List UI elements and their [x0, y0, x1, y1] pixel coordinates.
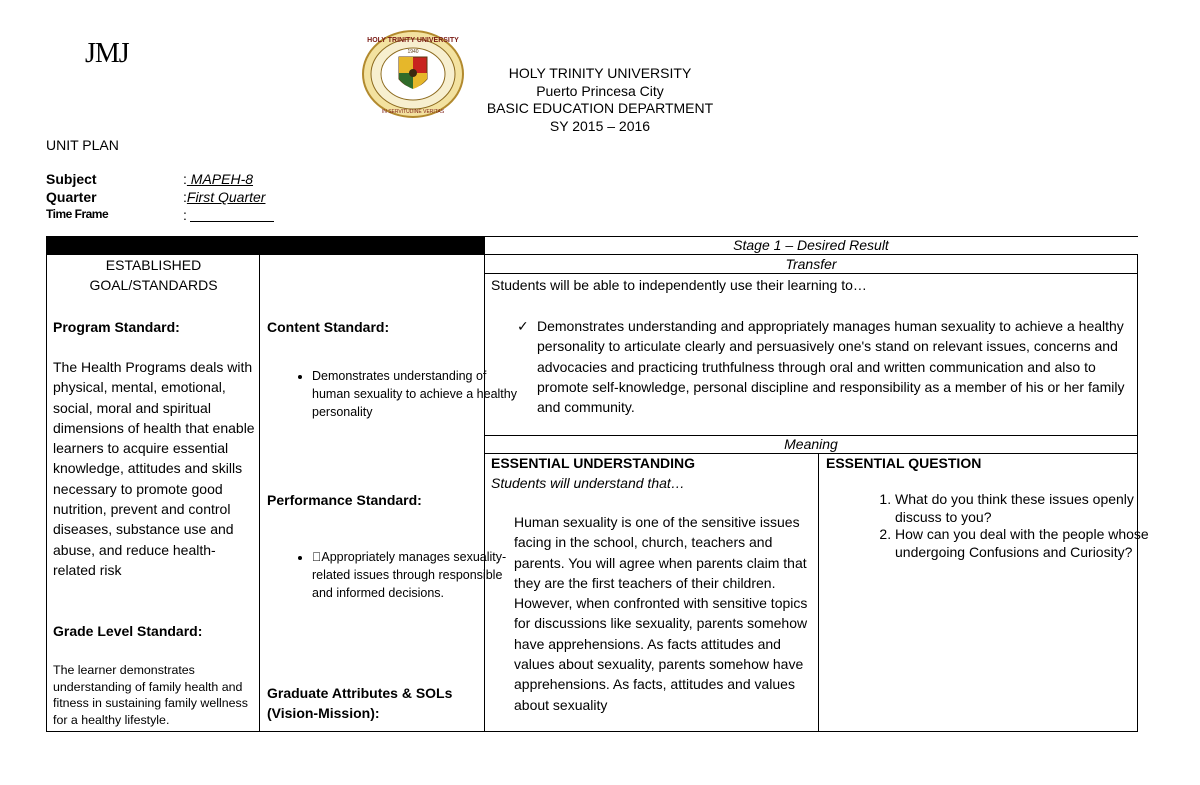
- jmj-monogram: JMJ: [85, 38, 129, 69]
- quarter-label: Quarter: [46, 189, 97, 205]
- check-icon: ✓: [517, 318, 529, 334]
- graduate-attributes-label: Graduate Attributes & SOLs (Vision-Mission):: [267, 685, 453, 722]
- performance-standard-list: [266, 548, 526, 603]
- timeframe-colon: :: [183, 207, 187, 223]
- list-item: • Demonstrates understanding of human sexuality to achieve a healthy personality: [312, 367, 526, 422]
- goals-heading: ESTABLISHED GOAL/STANDARDS: [89, 257, 218, 294]
- svg-text:1940: 1940: [407, 49, 419, 55]
- transfer-heading: Transfer: [785, 256, 837, 272]
- eq-heading: ESSENTIAL QUESTION: [826, 455, 982, 471]
- timeframe-label: Time Frame: [46, 207, 109, 221]
- transfer-item: Demonstrates understanding and appropriately manages human sexuality to achieve a healthy personality to articulate clearly and persuasively one's stand on relevant issues, concerns and advocacies and practicing truthfulness through oral and written communication and also to promote self-knowledge, personal discipline and responsibility as a member of his or her family and community.: [537, 318, 1125, 416]
- grade-level-label: Grade Level Standard:: [53, 623, 203, 639]
- list-item: •  Appropriately manages sexuality-related issues through responsible and informed decisions.: [312, 548, 526, 603]
- timeframe-blank: [190, 221, 274, 222]
- university-name: HOLY TRINITY UNIVERSITY: [508, 65, 692, 81]
- content-standard-label: Content Standard:: [267, 319, 390, 335]
- eu-intro: Students will understand that…: [491, 475, 685, 491]
- meaning-heading: Meaning: [784, 436, 838, 452]
- school-year: SY 2015 – 2016: [549, 117, 651, 134]
- col-divider-2: [484, 236, 485, 732]
- svg-text:IN SERVITUDINE VERITAS: IN SERVITUDINE VERITAS: [381, 109, 445, 115]
- document-title: UNIT PLAN: [46, 137, 119, 153]
- list-item: 1. What do you think these issues openly discuss to you?: [895, 491, 1183, 526]
- program-standard-text: The Health Programs deals with physical, mental, emotional, social, moral and spiritual dimensions of health that enable learners to acquire essential knowledge, attitudes and skills necessary to promote good nutrition, prevent and control diseases, substance use and abuse, and reduce health-related risk: [53, 359, 255, 578]
- meaning-bottom-divider: [484, 453, 1138, 454]
- stage-title: Stage 1 – Desired Result: [484, 237, 1138, 254]
- school-header: [430, 65, 770, 135]
- program-standard-label: Program Standard:: [53, 319, 180, 335]
- content-standard-list: [266, 367, 526, 422]
- department-name: BASIC EDUCATION DEPARTMENT: [486, 100, 714, 116]
- eu-heading: ESSENTIAL UNDERSTANDING: [491, 455, 696, 471]
- performance-standard-label: Performance Standard:: [267, 492, 422, 508]
- eq-list: [845, 491, 1183, 561]
- quarter-value: :First Quarter: [183, 189, 266, 205]
- subject-value: : MAPEH-8: [183, 171, 254, 187]
- grade-level-text: The learner demonstrates understanding of family health and fitness in sustaining family wellness for a healthy lifestyle.: [53, 663, 248, 727]
- eu-text: Human sexuality is one of the sensitive issues facing in the school, church, teachers and parents. You will agree when parents claim that they are the first teachers of their children. However, when confronted with sensitive topics for discussions like sexuality, parents somehow have apprehensions. As facts attitudes and values about sexuality, parents somehow have apprehensions. As facts, attitudes and values about sexuality: [514, 514, 808, 713]
- subject-label: Subject: [46, 171, 97, 187]
- city-name: Puerto Princesa City: [536, 82, 664, 99]
- svg-text:HOLY TRINITY UNIVERSITY: HOLY TRINITY UNIVERSITY: [367, 37, 459, 44]
- col-divider-1: [259, 255, 260, 732]
- list-item: 2. How can you deal with the people whose undergoing Confusions and Curiosity?: [895, 526, 1183, 561]
- col-divider-3: [818, 453, 819, 732]
- transfer-intro: Students will be able to independently use their learning to…: [491, 277, 867, 293]
- transfer-divider: [484, 273, 1138, 274]
